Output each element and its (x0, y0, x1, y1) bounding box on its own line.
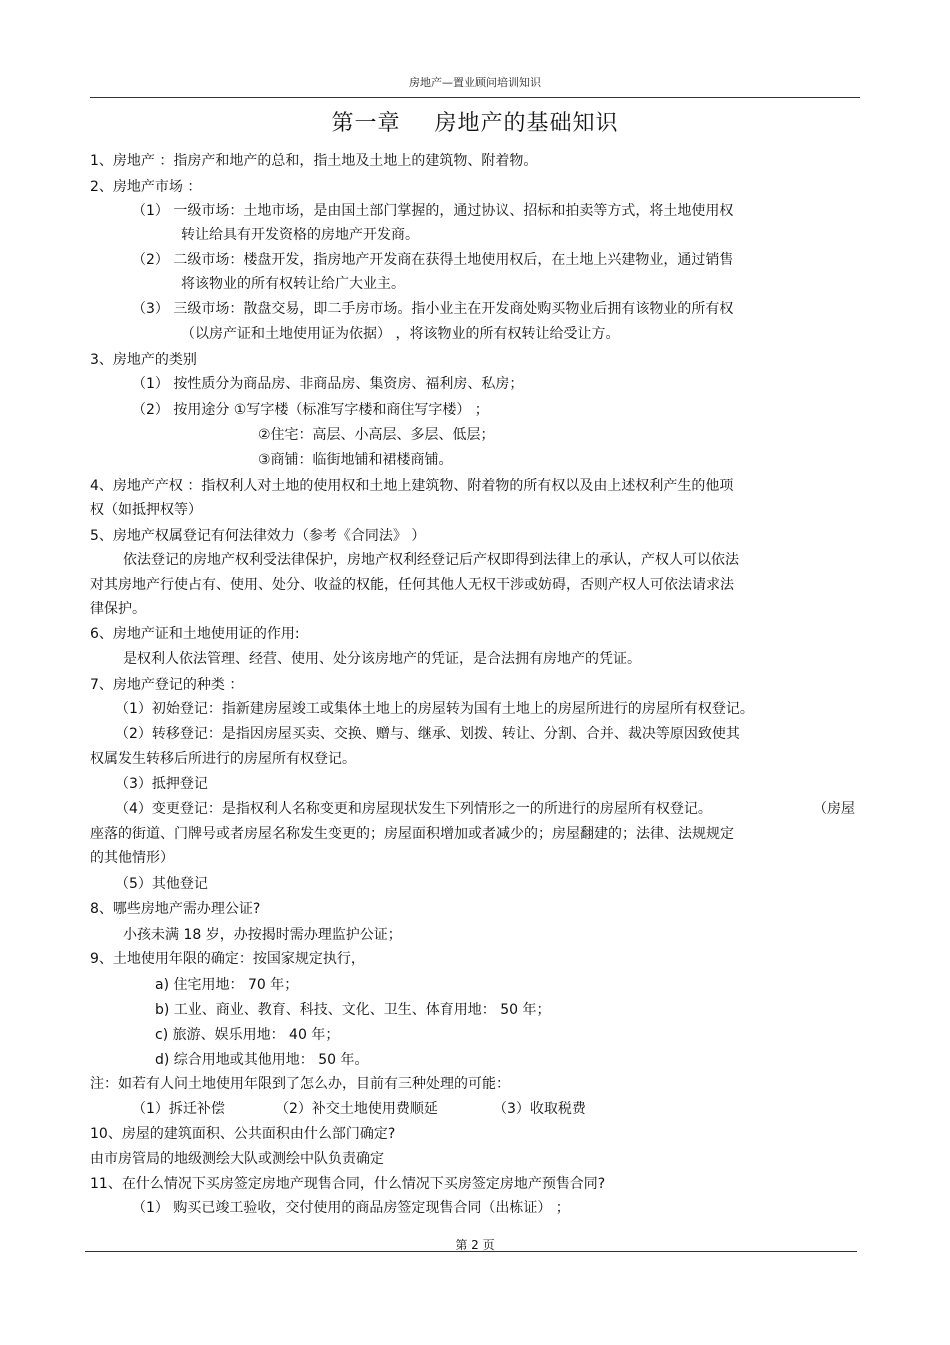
text-line: 权（如抵押权等） (90, 502, 202, 518)
text-line: （1） 按性质分为商品房、非商品房、集资房、福利房、私房； (132, 376, 524, 392)
text-line: 对其房地产行使占有、使用、处分、收益的权能，任何其他人无权干涉或妨碍，否则产权人可依法请求法 (90, 577, 734, 593)
text-line: ③商铺：临街地铺和裙楼商铺。 (258, 452, 453, 468)
text-line: 注：如若有人问土地使用年限到了怎么办，目前有三种处理的可能： (90, 1076, 510, 1092)
text-line: 2、房地产市场 ： (90, 179, 202, 195)
text-line: 1、房地产 ：指房产和地产的总和，指土地及土地上的建筑物、附着物。 (90, 153, 538, 169)
text-line: （3） 三级市场：散盘交易，即二手房市场。指小业主在开发商处购买物业后拥有该物业的所有权 (132, 301, 734, 317)
text-line: a) 住宅用地： 70 年； (155, 977, 299, 993)
text-line: （2） 二级市场：楼盘开发，指房地产开发商在获得土地使用权后，在土地上兴建物业，通过销售 (132, 252, 734, 268)
header-rule (90, 97, 860, 98)
text-line: 座落的街道、门牌号或者房屋名称发生变更的；房屋面积增加或者减少的；房屋翻建的；法律、法规规定 (90, 826, 734, 842)
text-line: c) 旅游、娱乐用地： 40 年； (155, 1027, 340, 1043)
text-line: 10、房屋的建筑面积、公共面积由什么部门确定? (90, 1126, 396, 1142)
text-line: 由市房管局的地级测绘大队或测绘中队负责确定 (90, 1151, 384, 1167)
text-line: 是权利人依法管理、经营、使用、处分该房地产的凭证，是合法拥有房地产的凭证。 (123, 651, 641, 667)
text-line: （4）变更登记：是指权利人名称变更和房屋现状发生下列情形之一的所进行的房屋所有权登记。 (115, 801, 712, 817)
text-line: 权属发生转移后所进行的房屋所有权登记。 (90, 751, 356, 767)
text-line: 6、房地产证和土地使用证的作用: (90, 626, 300, 642)
text-line: （2） 按用途分 ①写字楼（标准写字楼和商住写字楼） ； (132, 402, 489, 418)
text-line: 依法登记的房地产权利受法律保护，房地产权利经登记后产权即得到法律上的承认，产权人可以依法 (123, 552, 739, 568)
text-line: 3、房地产的类别 (90, 352, 197, 368)
text-line: 7、房地产登记的种类 ： (90, 677, 244, 693)
text-line: 11、在什么情况下买房签定房地产现售合同，什么情况下买房签定房地产预售合同? (90, 1176, 606, 1192)
text-line: 9、土地使用年限的确定：按国家规定执行， (90, 951, 365, 967)
page-number: 第 2 页 (455, 1238, 495, 1252)
text-line: 8、哪些房地产需办理公证? (90, 901, 261, 917)
text-line: （5）其他登记 (115, 876, 208, 892)
text-line: （1） 一级市场：土地市场，是由国土部门掌握的，通过协议、招标和拍卖等方式，将土地使用权 (132, 203, 734, 219)
footer-rule (85, 1251, 857, 1252)
text-line: （1）初始登记：指新建房屋竣工或集体土地上的房屋转为国有土地上的房屋所进行的房屋所有权登记。 (115, 701, 754, 717)
text-line: 律保护。 (90, 601, 146, 617)
text-line: （1） 购买已竣工验收，交付使用的商品房签定现售合同（出栋证） ； (132, 1200, 570, 1216)
page-title (0, 106, 950, 137)
text-line: d) 综合用地或其他用地： 50 年。 (155, 1052, 369, 1068)
text-line: （房屋 (813, 801, 855, 817)
text-line: 转让给具有开发资格的房地产开发商。 (181, 227, 419, 243)
text-line: 4、房地产产权 ：指权利人对土地的使用权和土地上建筑物、附着物的所有权以及由上述权利产生的他项 (90, 478, 734, 494)
text-line: （2）补交土地使用费顺延 (275, 1101, 438, 1117)
text-line: ②住宅：高层、小高层、多层、低层； (258, 427, 495, 443)
text-line: （1）拆迁补偿 (132, 1101, 225, 1117)
text-line: 5、房地产权属登记有何法律效力（参考《合同法》 ） (90, 528, 426, 544)
text-line: 的其他情形） (90, 850, 174, 866)
chapter-name: 房地产的基础知识 (434, 111, 619, 136)
text-line: 小孩未满 18 岁，办按揭时需办理监护公证； (123, 927, 402, 943)
text-line: （以房产证和土地使用证为依据） ，将该物业的所有权转让给受让方。 (181, 326, 620, 342)
running-header: 房地产—置业顾问培训知识 (409, 76, 541, 89)
chapter-number: 第一章 (331, 111, 401, 136)
text-line: b) 工业、商业、教育、科技、文化、卫生、体育用地： 50 年； (155, 1002, 551, 1018)
text-line: 将该物业的所有权转让给广大业主。 (181, 276, 405, 292)
text-line: （2）转移登记：是指因房屋买卖、交换、赠与、继承、划拨、转让、分割、合并、裁决等原因致使其 (115, 726, 740, 742)
text-line: （3）抵押登记 (115, 776, 208, 792)
text-line: （3）收取税费 (493, 1101, 586, 1117)
